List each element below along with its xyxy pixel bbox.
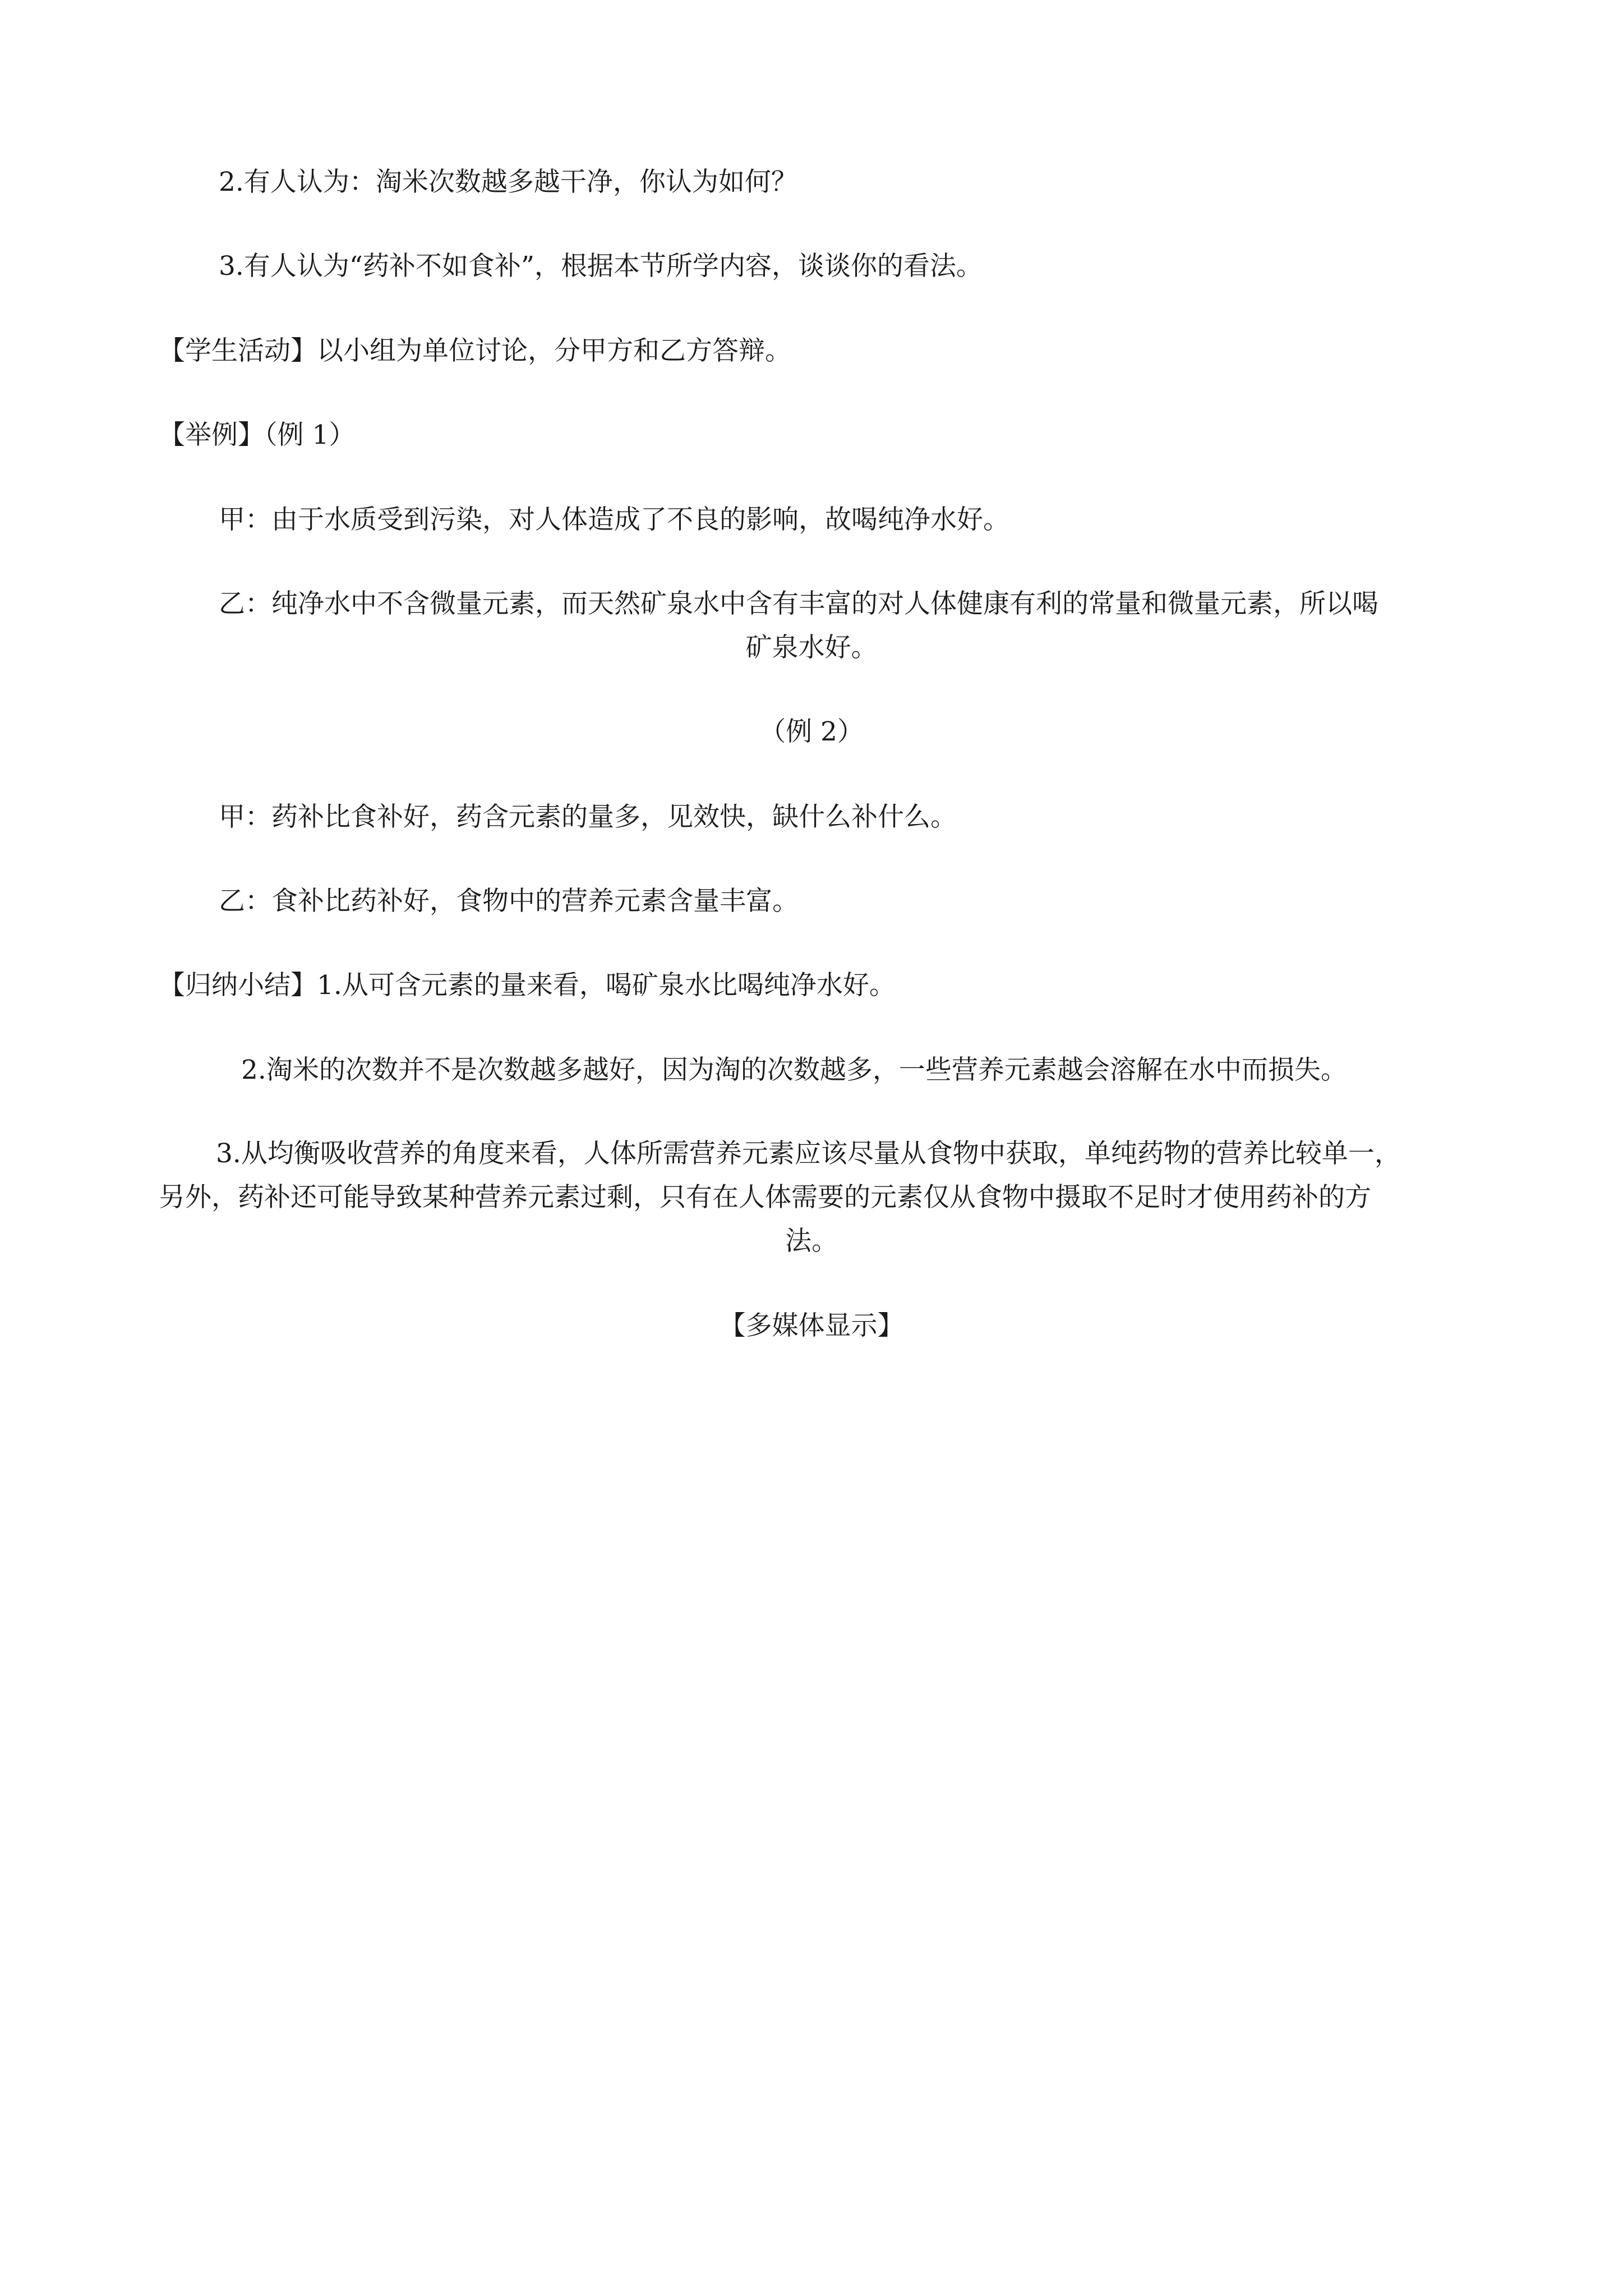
question-2: 2.有人认为：淘米次数越多越干净，你认为如何？ (219, 167, 797, 197)
summary-label: 【归纳小结】 (159, 970, 317, 1001)
example-header (159, 417, 355, 454)
example-2-yi: 乙：食补比药补好，食物中的营养元素含量丰富。 (219, 886, 799, 917)
summary-point-1-text: 1.从可含元素的量来看，喝矿泉水比喝纯净水好。 (317, 970, 896, 1001)
student-activity-label: 【学生活动】 (159, 335, 317, 366)
example-1-label: （例 1） (264, 420, 356, 450)
student-activity (159, 333, 791, 370)
example-1-yi-line-1: 乙：纯净水中不含微量元素，而天然矿泉水中含有丰富的对人体健康有利的常量和微量元素，所以喝 (219, 588, 1378, 619)
example-2-jia: 甲：药补比食补好，药含元素的量多，见效快，缺什么补什么。 (219, 802, 957, 832)
example-1-jia: 甲：由于水质受到污染，对人体造成了不良的影响，故喝纯净水好。 (219, 504, 1009, 535)
summary-point-3-line-2: 另外，药补还可能导致某种营养元素过剩，只有在人体需要的元素仅从食物中摄取不足时才使用药补的方 (159, 1182, 1371, 1213)
example-1-yi-line-2: 矿泉水好。 (745, 632, 878, 663)
example-header-label: 【举例】 (159, 420, 264, 450)
summary-point-3-line-1: 3.从均衡吸收营养的角度来看，人体所需营养元素应该尽量从食物中获取，单纯药物的营养比较单一， (216, 1138, 1401, 1169)
example-2-label: （例 2） (759, 716, 864, 747)
student-activity-text: 以小组为单位讨论，分甲方和乙方答辩。 (317, 335, 791, 366)
summary-point-1 (159, 967, 896, 1004)
multimedia-display-heading: 【多媒体显示】 (719, 1310, 904, 1341)
summary-point-2: 2.淘米的次数并不是次数越多越好，因为淘的次数越多，一些营养元素越会溶解在水中而损失。 (241, 1055, 1347, 1085)
summary-point-3-line-3: 法。 (785, 1226, 838, 1257)
question-3: 3.有人认为“药补不如食补”，根据本节所学内容，谈谈你的看法。 (219, 251, 983, 282)
